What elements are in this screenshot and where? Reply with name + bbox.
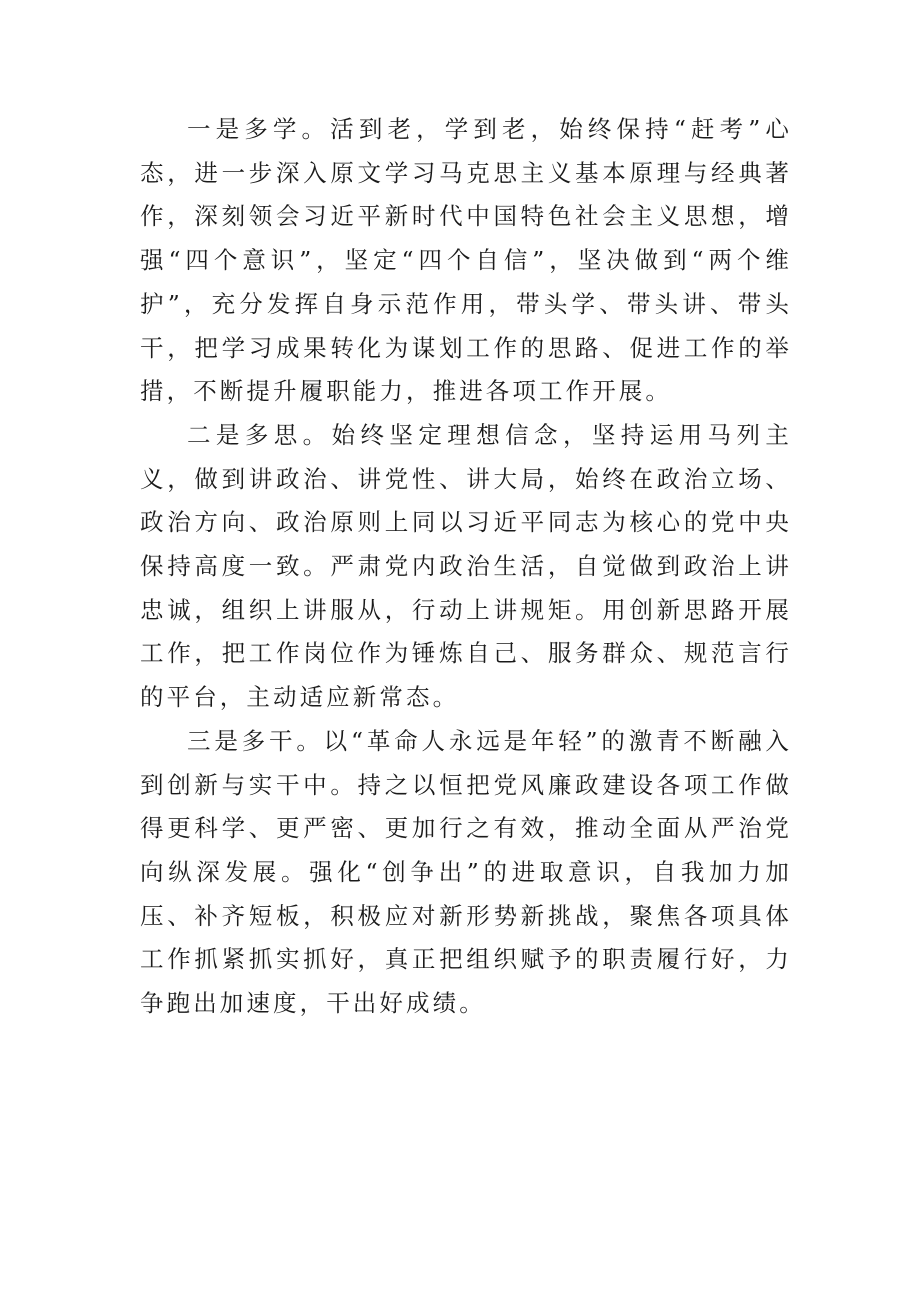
paragraph-duogan: 三是多干。以“革命人永远是年轻”的激青不断融入到创新与实干中。持之以恒把党风廉政建设各项工作做得更科学、更严密、更加行之有效，推动全面从严治党向纵深发展。强化“创争出”的进取意识，自我加力加压、补齐短板，积极应对新形势新挑战，聚焦各项具体工作抓紧抓实抓好，真正把组织赋予的职责履行好，力争跑出加速度，干出好成绩。 bbox=[140, 726, 792, 1018]
paragraph-duoxue: 一是多学。活到老，学到老，始终保持“赶考”心态，进一步深入原文学习马克思主义基本原理与经典著作，深刻领会习近平新时代中国特色社会主义思想，增强“四个意识”，坚定“四个自信”，坚决做到“两个维护”，充分发挥自身示范作用，带头学、带头讲、带头干，把学习成果转化为谋划工作的思路、促进工作的举措，不断提升履职能力，推进各项工作开展。 bbox=[140, 115, 792, 406]
document-body bbox=[140, 108, 792, 1026]
paragraph-duosi: 二是多思。始终坚定理想信念，坚持运用马列主义，做到讲政治、讲党性、讲大局，始终在政治立场、政治方向、政治原则上同以习近平同志为核心的党中央保持高度一致。严肃党内政治生活，自觉做到政治上讲忠诚，组织上讲服从，行动上讲规矩。用创新思路开展工作，把工作岗位作为锤炼自己、服务群众、规范言行的平台，主动适应新常态。 bbox=[140, 420, 792, 712]
